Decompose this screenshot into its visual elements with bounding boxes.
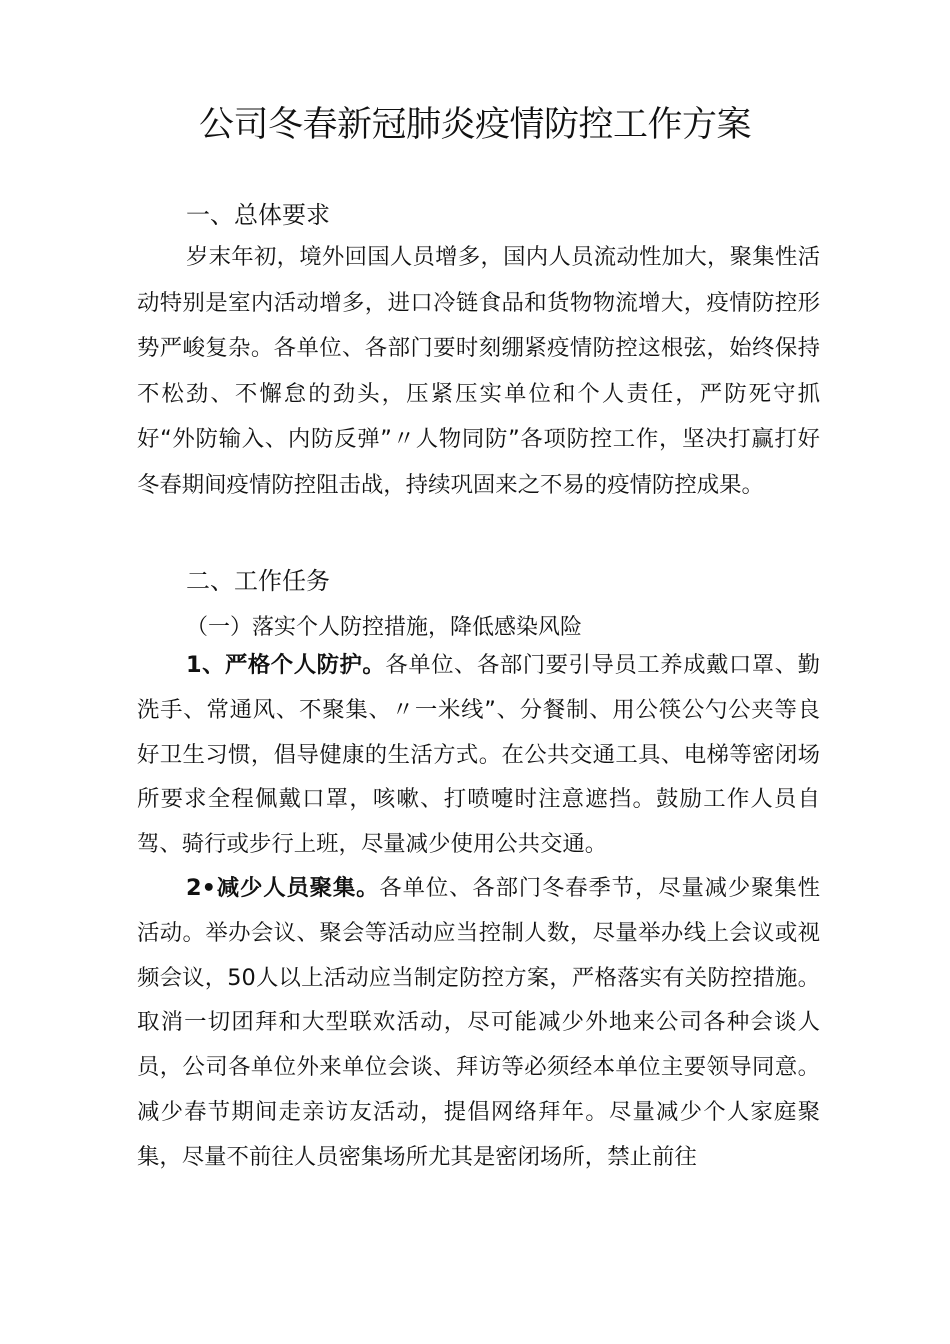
paragraph-item-1 [137, 643, 820, 867]
paragraph-item-2 [137, 866, 820, 1180]
item-2-text: 各单位、各部门冬春季节，尽量减少聚集性活动。举办会议、聚会等活动应当控制人数，尽量举办线上会议或视频会议，50人以上活动应当制定防控方案，严格落实有关防控措施。取消一切团拜和大型联欢活动，尽可能减少外地来公司各种会谈人员，公司各单位外来单位会谈、拜访等必须经本单位主要领导同意。减少春节期间走亲访友活动，提倡网络拜年。尽量减少个人家庭聚集，尽量不前往人员密集场所尤其是密闭场所，禁止前往 [137, 875, 821, 1170]
section-heading-work-tasks: 二、工作任务 [186, 567, 330, 595]
document-title: 公司冬春新冠肺炎疫情防控工作方案 [198, 105, 751, 145]
paragraph-general-requirements: 岁末年初，境外回国人员增多，国内人员流动性加大，聚集性活动特别是室内活动增多，进口冷链食品和货物物流增大，疫情防控形势严峻复杂。各单位、各部门要时刻绷紧疫情防控这根弦，始终保持不松劲、不懈怠的劲头，压紧压实单位和个人责任，严防死守抓好“外防输入、内防反弹”〃人物同防”各项防控工作，坚决打赢打好冬春期间疫情防控阻击战，持续巩固来之不易的疫情防控成果。 [137, 244, 820, 498]
subsection-heading-personal-measures: （一）落实个人防控措施，降低感染风险 [186, 615, 583, 640]
item-1-lead: 1、严格个人防护。 [186, 652, 386, 678]
item-1-text: 各单位、各部门要引导员工养成戴口罩、勤洗手、常通风、不聚集、〃一米线”、分餐制、用公筷公勺公夹等良好卫生习惯，倡导健康的生活方式。在公共交通工具、电梯等密闭场所要求全程佩戴口罩，咳嗽、打喷嚏时注意遮挡。鼓励工作人员自驾、骑行或步行上班，尽量减少使用公共交通。 [137, 652, 820, 858]
item-2-lead: 2•减少人员聚集。 [186, 875, 380, 901]
section-heading-general-requirements: 一、总体要求 [186, 201, 330, 229]
